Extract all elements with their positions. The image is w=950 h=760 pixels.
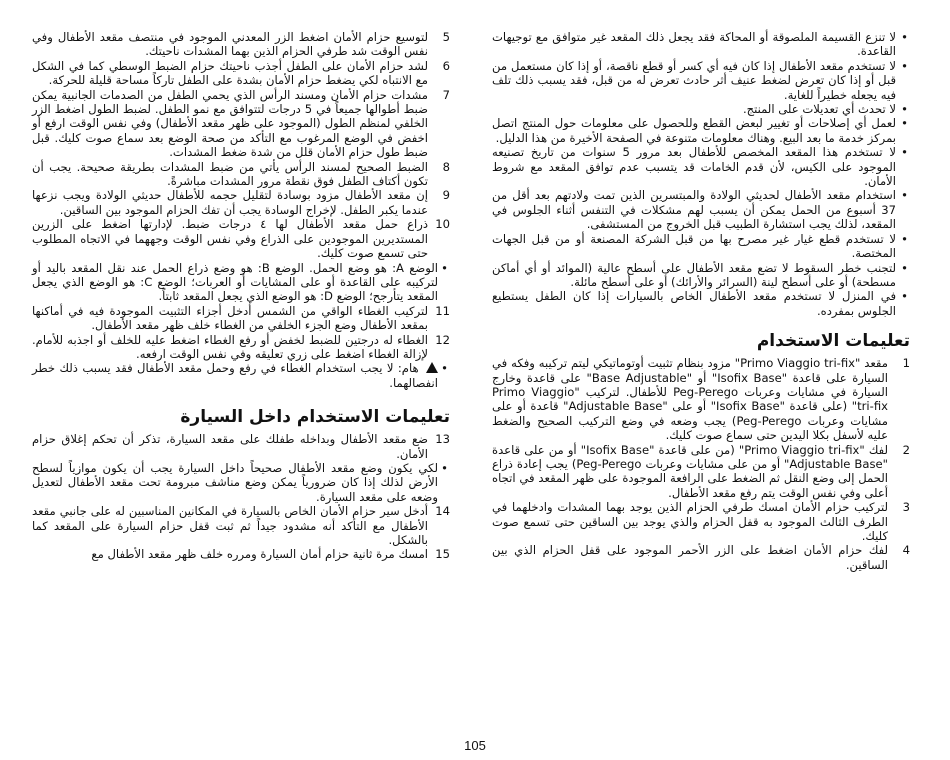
steps-list [32, 432, 450, 461]
step-item [32, 432, 450, 461]
steps-list [32, 304, 450, 362]
steps-list [32, 30, 450, 261]
page-number: 105 [464, 738, 486, 753]
step-number: 12 [435, 332, 450, 347]
list-item: • لعمل أي إصلاحات أو تغيير لبعض القطع وللحصول على معلومات حول المنتج اتصل بمركز خدمة ما بعد البيع. وهناك معلومات متنوعة في الصفحة الأخيرة من هذا الدليل. [492, 116, 910, 145]
step-item [32, 304, 450, 333]
step-text: إن مقعد الأطفال مزود بوسادة لتقليل حجمه للأطفال حديثي الولادة ويجب نزعها عندما يكبر الطفل. لإخراج الوسادة يجب أن تفك الحزام الموجود بين الساقين. [32, 188, 428, 217]
step-text: الضبط الصحيح لمسند الرأس يأتي من ضبط المشدات بطريقة صحيحة. يجب أن تكون أكتاف الطفل فوق نقطة مرور المشدات مباشرةً. [32, 159, 428, 189]
step-number: 8 [442, 159, 450, 174]
list-item: • لا تحدث أي تعديلات على المنتج. [492, 102, 910, 116]
steps-list [32, 504, 450, 562]
list-item: • لكي يكون وضع مقعد الأطفال صحيحاً داخل السيارة يجب أن يكون موازياً لسطح الأرض لذلك إذا كان ضرورياً يمكن وضع مناشف مبرومة تحت مقعد الأطفال لتعديل وضعه على مقعد السيارة. [32, 461, 450, 504]
step-text: مشدات حزام الأمان ومسند الرأس الذي يحمي الطفل من الصدمات الجانبية يمكن ضبط أطوالها جميعاً في 5 درجات لتتوافق مع نمو الطفل. لضبط الطول اضغط الزر الخلفي لمنظم الطول (الموجود على ظهر مقعد الأطفال) وفي نفس الوقت ارفع أو اخفض في الوضع المرغوب مع التأكد من صحة الوضع بعد سماع صوت كليك. قبل ضبط طول حزام الأمان قلل من شدة ضغط المشدات. [32, 87, 428, 160]
list-item: • لا تستخدم هذا المقعد المخصص للأطفال بعد مرور 5 سنوات من تاريخ تصنيعه الموجود على الكيس، لأن قدم الخامات قد يتسبب عدم توافق المقعد مع شروط الأمان. [492, 145, 910, 188]
step-text: امسك مرة ثانية حزام أمان السيارة ومرره خلف ظهر مقعد الأطفال مع [91, 547, 428, 562]
step-number: 10 [435, 217, 450, 232]
step-number: 3 [902, 500, 910, 515]
step-number: 5 [442, 30, 450, 44]
step-text: الغطاء له درجتين للضبط لخفض أو رفع الغطاء اضغط عليه للخلف أو اجذبه للأمام. لإزالة الغطاء اضغط على زري تعليقه وفي نفس الوقت ارفعه. [32, 332, 428, 361]
step-text: ذراع حمل مقعد الأطفال لها ٤ درجات ضبط. لإدارتها اضغط على الزرين المستديرين الموجودين على الذراع وفي نفس الوقت وجههما في الاتجاه المطلوب حتى تسمع صوت كليك. [32, 217, 428, 261]
steps-list [492, 356, 910, 572]
step-item [32, 504, 450, 547]
step-text: لتركيب حزام الأمان امسك طرفي الحزام الذين يوجد بهما المشدات وادخلهما في الطرف الثالث الموجود به قفل الحزام والذي يوجد بين الساقين حتى تسمع صوت كليك. [492, 500, 888, 543]
step-item [492, 443, 910, 501]
step-item [32, 30, 450, 59]
warning-item [32, 361, 450, 390]
list-item: • لتجنب خطر السقوط لا تضع مقعد الأطفال على أسطح عالية (الموائد أو أي أماكن مسطحة) أو على أسطح لينة (السرائر والأرائك) أو على أسطح مائلة. [492, 261, 910, 290]
step-item [32, 59, 450, 88]
step-item [492, 543, 910, 572]
step-item [492, 500, 910, 543]
step-text: لتركيب الغطاء الواقي من الشمس أدخل أجزاء التثبيت الموجودة فيه في أماكنها بمقعد الأطفال وضع الجزء الخلفي من الغطاء خلف ظهر مقعد الأطفال. [32, 303, 428, 333]
warning-text: هام: لا يجب استخدام الغطاء في رفع وحمل مقعد الأطفال فقد يسبب ذلك خطر انفصالهما. [32, 361, 438, 390]
warning-icon [426, 362, 438, 373]
warning-list [32, 361, 450, 390]
step-text: مقعد "Primo Viaggio tri-fix" مزود بنظام تثبيت أوتوماتيكي ليتم تركيبه وفكه في السيارة على قاعدة "Isofix Base" أو "Base Adjustable" على قاعدة وخارج السيارة في مشايات وعربات Peg-Perego للأطفال. لتركيب "Primo Viaggio tri-fix" (على قاعدة "Isofix Base" أو على "Adjustable Base" قاعدة أو على مشايات وعربات Peg-Perego) يجب وضعه في وضع التركيب الصحيح والضغط عليه لأسفل بكلا اليدين حتى سماع صوت كليك. [492, 356, 889, 443]
list-item: • الوضع A: هو وضع الحمل. الوضع B: هو وضع ذراع الحمل عند نقل المقعد باليد أو لتركيبه على القاعدة أو على المشايات أو العربات؛ الوضع C: هو الوضع الذي يجعل المقعد يتأرجح؛ الوضع D: هو الوضع الذي يجعل المقعد ثابتاً. [32, 261, 450, 304]
step-number: 15 [435, 547, 450, 562]
step-text: أدخل سير حزام الأمان الخاص بالسيارة في المكانين المناسبين له على جانبي مقعد الأطفال مع التأكد أنه مشدود جيداً ثم ثبت قفل حزام السيارة على المقعد كما بالشكل. [32, 504, 428, 547]
step-text: لفك حزام الأمان اضغط على الزر الأحمر الموجود على قفل الحزام الذي بين الساقين. [492, 543, 888, 572]
step-number: 14 [435, 504, 450, 519]
step-number: 13 [435, 432, 450, 447]
section-heading: تعليمات الاستخدام [756, 331, 910, 352]
step-number: 1 [902, 356, 910, 371]
list-item: • لا تستخدم قطع غيار غير مصرح بها من قبل الشركة المصنعة أو من قبل الجهات المختصة. [492, 232, 910, 261]
step-number: 7 [442, 87, 450, 102]
step-text: لتوسيع حزام الأمان اضغط الزر المعدني الموجود في منتصف مقعد الأطفال وفي نفس الوقت شد طرفي الحزام الذين بهما المشدات ناحيتك. [32, 30, 428, 59]
list-item: • في المنزل لا تستخدم مقعد الأطفال الخاص بالسيارات إذا كان الطفل يستطيع الجلوس بمفرده. [492, 289, 910, 318]
step-item [32, 217, 450, 260]
step-number: 2 [902, 442, 910, 457]
step-text: ضع مقعد الأطفال وبداخله طفلك على مقعد السيارة، تذكر أن تحكم إغلاق حزام الأمان. [32, 432, 428, 461]
positions-list [32, 261, 450, 304]
list-item: • استخدام مقعد الأطفال لحديثي الولادة والمبتسرين الذين تمت ولادتهم بعد أقل من 37 أسبوع من الحمل يمكن أن يسبب لهم مشكلات في التنفس أثناء الجلوس في المقعد، لذلك يجب استشارة الطبيب قبل الخروج من المستشفى. [492, 188, 910, 231]
step-item [32, 160, 450, 189]
step-number: 4 [902, 543, 910, 558]
list-item: • لا تستخدم مقعد الأطفال إذا كان فيه أي كسر أو قطع ناقصة، أو إذا كان مستعمل من قبل أو إذا كان تعرض لضغط عنيف أثر حادث تعرض له من قبل، فقد يسبب ذلك تلف فيه يجعله خطيراً للغاية. [492, 59, 910, 102]
right-column [492, 30, 910, 572]
section-heading: تعليمات الاستخدام داخل السيارة [180, 407, 450, 428]
warnings-list [492, 30, 910, 318]
step-number: 9 [442, 188, 450, 203]
list-item: • لا تنزع القسيمة الملصوقة أو المحاكة فقد يجعل ذلك المقعد غير متوافق مع توجيهات القاعدة. [492, 30, 910, 59]
step-number: 6 [442, 58, 450, 73]
placement-list [32, 461, 450, 504]
step-text: لفك "Primo Viaggio tri-fix" (من على قاعدة "Isofix Base" أو من على قاعدة "Adjustable Base" أو من على مشايات وعربات Peg-Perego) يجب إعادة ذراع الحمل إلى وضع النقل ثم الضغط على الرافعة الموجودة على ظهر المقعد في اتجاه أعلى وفي نفس الوقت يتم رفع مقعد الأطفال. [492, 442, 888, 500]
step-item [492, 356, 910, 442]
left-column [32, 30, 450, 562]
step-item [32, 88, 450, 160]
step-number: 11 [435, 303, 450, 318]
step-item [32, 547, 450, 561]
step-item [32, 188, 450, 217]
step-item [32, 333, 450, 362]
step-text: لشد حزام الأمان على الطفل أجذب ناحيتك حزام الضبط الوسطي كما في الشكل مع الانتباه لكي يضغط حزام الأمان بشدة على الطفل تاركاً مساحة قليلة للحركة. [32, 58, 428, 88]
